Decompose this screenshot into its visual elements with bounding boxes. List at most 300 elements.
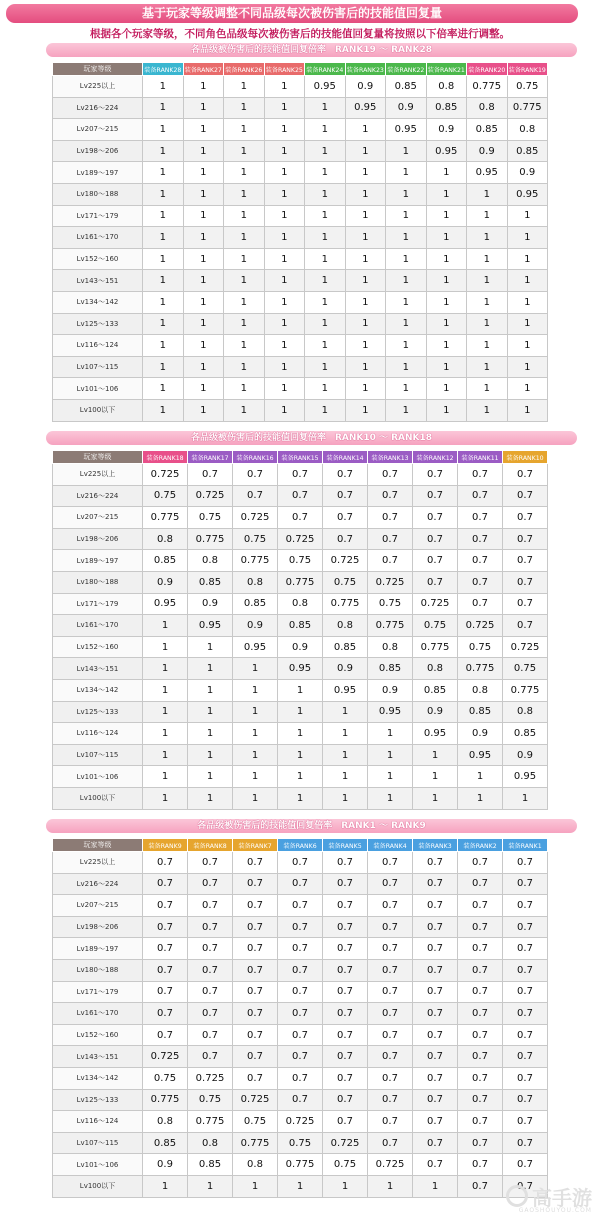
multiplier-cell: 1 <box>368 1175 413 1197</box>
multiplier-cell: 1 <box>183 313 224 335</box>
multiplier-cell: 1 <box>183 248 224 270</box>
multiplier-cell: 0.95 <box>188 615 233 637</box>
multiplier-cell: 1 <box>188 766 233 788</box>
multiplier-cell: 0.7 <box>458 873 503 895</box>
rank-column-header: 装备RANK10 <box>503 451 548 464</box>
multiplier-cell: 0.95 <box>368 701 413 723</box>
multiplier-cell: 1 <box>143 399 184 421</box>
level-cell: Lv143～151 <box>53 270 143 292</box>
table-header-row <box>53 63 548 76</box>
table-row <box>53 76 548 98</box>
multiplier-cell: 1 <box>507 313 548 335</box>
multiplier-cell: 0.95 <box>305 76 346 98</box>
multiplier-cell: 1 <box>143 248 184 270</box>
multiplier-cell: 1 <box>233 1175 278 1197</box>
multiplier-cell: 1 <box>323 723 368 745</box>
multiplier-cell: 0.7 <box>503 485 548 507</box>
multiplier-cell: 0.7 <box>368 1111 413 1133</box>
multiplier-cell: 1 <box>458 787 503 809</box>
level-cell: Lv171～179 <box>53 981 143 1003</box>
multiplier-cell: 1 <box>188 658 233 680</box>
multiplier-cell: 0.7 <box>503 938 548 960</box>
multiplier-cell: 1 <box>143 270 184 292</box>
multiplier-cell: 1 <box>345 227 386 249</box>
multiplier-cell: 0.7 <box>143 981 188 1003</box>
rank-column-header: 装备RANK21 <box>426 63 467 76</box>
table-row <box>53 593 548 615</box>
multiplier-cell: 0.7 <box>413 1132 458 1154</box>
level-cell: Lv189～197 <box>53 938 143 960</box>
multiplier-cell: 0.7 <box>368 938 413 960</box>
multiplier-cell: 0.85 <box>368 658 413 680</box>
multiplier-cell: 1 <box>278 1175 323 1197</box>
multiplier-cell: 0.95 <box>278 658 323 680</box>
multiplier-cell: 0.7 <box>413 873 458 895</box>
multiplier-cell: 0.9 <box>345 76 386 98</box>
multiplier-cell: 0.7 <box>143 959 188 981</box>
multiplier-cell: 0.7 <box>458 852 503 874</box>
multiplier-cell: 0.75 <box>278 550 323 572</box>
multiplier-cell: 0.775 <box>188 1111 233 1133</box>
multiplier-cell: 0.7 <box>458 1175 503 1197</box>
multiplier-cell: 1 <box>305 378 346 400</box>
multiplier-cell: 1 <box>305 248 346 270</box>
level-cell: Lv225以上 <box>53 464 143 486</box>
multiplier-cell: 1 <box>507 335 548 357</box>
multiplier-cell: 0.775 <box>458 658 503 680</box>
multiplier-cell: 0.775 <box>143 507 188 529</box>
multiplier-cell: 0.9 <box>507 162 548 184</box>
multiplier-cell: 1 <box>264 162 305 184</box>
level-cell: Lv189～197 <box>53 550 143 572</box>
multiplier-cell: 0.8 <box>368 636 413 658</box>
table-row <box>53 507 548 529</box>
table-row <box>53 701 548 723</box>
multiplier-cell: 0.7 <box>503 1154 548 1176</box>
multiplier-cell: 0.7 <box>188 1003 233 1025</box>
rank-column-header: 装备RANK26 <box>224 63 265 76</box>
level-cell: Lv152～160 <box>53 636 143 658</box>
multiplier-cell: 1 <box>507 205 548 227</box>
multiplier-cell: 0.75 <box>323 571 368 593</box>
rank-column-header: 装备RANK11 <box>458 451 503 464</box>
multiplier-cell: 1 <box>183 97 224 119</box>
multiplier-cell: 0.7 <box>368 959 413 981</box>
multiplier-cell: 0.7 <box>188 959 233 981</box>
multiplier-cell: 1 <box>345 291 386 313</box>
multiplier-cell: 0.7 <box>503 1067 548 1089</box>
multiplier-cell: 0.75 <box>413 615 458 637</box>
multiplier-cell: 0.7 <box>413 507 458 529</box>
multiplier-cell: 0.95 <box>233 636 278 658</box>
table-row <box>53 550 548 572</box>
multiplier-cell: 1 <box>264 140 305 162</box>
multiplier-cell: 1 <box>143 76 184 98</box>
multiplier-cell: 0.7 <box>143 1024 188 1046</box>
level-cell: Lv100以下 <box>53 1175 143 1197</box>
multiplier-cell: 0.9 <box>233 615 278 637</box>
multiplier-cell: 0.7 <box>233 485 278 507</box>
multiplier-cell: 0.75 <box>507 76 548 98</box>
multiplier-cell: 0.8 <box>467 97 508 119</box>
table-row <box>53 938 548 960</box>
table-row <box>53 270 548 292</box>
level-cell: Lv171～179 <box>53 593 143 615</box>
multiplier-cell: 0.7 <box>458 916 503 938</box>
multiplier-cell: 0.7 <box>458 895 503 917</box>
multiplier-cell: 1 <box>233 658 278 680</box>
multiplier-cell: 0.7 <box>368 507 413 529</box>
multiplier-cell: 0.7 <box>233 852 278 874</box>
multiplier-cell: 0.7 <box>233 1046 278 1068</box>
multiplier-cell: 0.7 <box>368 1046 413 1068</box>
multiplier-cell: 1 <box>264 313 305 335</box>
table-row <box>53 981 548 1003</box>
multiplier-cell: 0.75 <box>143 1067 188 1089</box>
rank-column-header: 装备RANK24 <box>305 63 346 76</box>
table-row <box>53 97 548 119</box>
multiplier-cell: 1 <box>143 615 188 637</box>
rank-column-header: 装备RANK8 <box>188 839 233 852</box>
multiplier-cell: 0.8 <box>143 528 188 550</box>
multiplier-cell: 0.9 <box>188 593 233 615</box>
table-row <box>53 916 548 938</box>
table-header-row <box>53 839 548 852</box>
multiplier-cell: 0.775 <box>507 97 548 119</box>
multiplier-cell: 1 <box>345 140 386 162</box>
multiplier-cell: 1 <box>426 227 467 249</box>
multiplier-cell: 0.7 <box>188 981 233 1003</box>
multiplier-cell: 1 <box>233 787 278 809</box>
level-cell: Lv107～115 <box>53 1132 143 1154</box>
multiplier-cell: 0.7 <box>143 873 188 895</box>
level-cell: Lv198～206 <box>53 916 143 938</box>
multiplier-cell: 0.7 <box>503 1024 548 1046</box>
multiplier-cell: 1 <box>386 270 427 292</box>
multiplier-cell: 1 <box>143 679 188 701</box>
multiplier-cell: 0.9 <box>386 97 427 119</box>
multiplier-cell: 1 <box>413 1175 458 1197</box>
multiplier-cell: 1 <box>233 701 278 723</box>
table-row <box>53 464 548 486</box>
multiplier-cell: 0.7 <box>233 938 278 960</box>
level-cell: Lv152～160 <box>53 1024 143 1046</box>
multiplier-cell: 1 <box>264 399 305 421</box>
multiplier-cell: 1 <box>413 744 458 766</box>
table-row <box>53 1111 548 1133</box>
multiplier-cell: 1 <box>467 335 508 357</box>
multiplier-cell: 1 <box>368 787 413 809</box>
multiplier-cell: 1 <box>386 140 427 162</box>
multiplier-cell: 0.775 <box>233 1132 278 1154</box>
multiplier-cell: 1 <box>305 205 346 227</box>
multiplier-cell: 1 <box>143 119 184 141</box>
multiplier-cell: 0.7 <box>368 873 413 895</box>
multiplier-cell: 1 <box>183 162 224 184</box>
table-row <box>53 658 548 680</box>
multiplier-cell: 1 <box>224 313 265 335</box>
multiplier-cell: 1 <box>467 378 508 400</box>
multiplier-cell: 0.7 <box>368 852 413 874</box>
multiplier-cell: 0.7 <box>368 981 413 1003</box>
level-cell: Lv107～115 <box>53 356 143 378</box>
multiplier-cell: 0.725 <box>278 1111 323 1133</box>
multiplier-cell: 0.7 <box>458 1067 503 1089</box>
table-row <box>53 744 548 766</box>
multiplier-cell: 1 <box>345 270 386 292</box>
level-cell: Lv171～179 <box>53 205 143 227</box>
multiplier-cell: 0.725 <box>233 507 278 529</box>
multiplier-cell: 0.8 <box>143 1111 188 1133</box>
multiplier-cell: 1 <box>305 97 346 119</box>
multiplier-cell: 1 <box>183 399 224 421</box>
table-row <box>53 227 548 249</box>
table-row <box>53 571 548 593</box>
multiplier-cell: 0.7 <box>413 1024 458 1046</box>
multiplier-cell: 0.725 <box>458 615 503 637</box>
multiplier-cell: 1 <box>323 766 368 788</box>
multiplier-cell: 0.9 <box>278 636 323 658</box>
multiplier-cell: 0.775 <box>278 571 323 593</box>
multiplier-cell: 0.7 <box>503 1175 548 1197</box>
multiplier-cell: 0.7 <box>503 550 548 572</box>
multiplier-cell: 1 <box>143 140 184 162</box>
multiplier-cell: 1 <box>188 636 233 658</box>
table-row <box>53 399 548 421</box>
watermark-brand: 高手游 <box>532 1185 592 1210</box>
multiplier-cell: 0.7 <box>233 873 278 895</box>
level-cell: Lv116～124 <box>53 1111 143 1133</box>
multiplier-cell: 0.7 <box>413 571 458 593</box>
rank-column-header: 装备RANK19 <box>507 63 548 76</box>
multiplier-cell: 0.75 <box>323 1154 368 1176</box>
level-cell: Lv107～115 <box>53 744 143 766</box>
multiplier-cell: 0.7 <box>323 1111 368 1133</box>
multiplier-cell: 0.95 <box>143 593 188 615</box>
multiplier-cell: 1 <box>143 97 184 119</box>
multiplier-cell: 1 <box>345 119 386 141</box>
multiplier-cell: 1 <box>224 291 265 313</box>
level-cell: Lv216～224 <box>53 485 143 507</box>
multiplier-cell: 1 <box>183 356 224 378</box>
rank-column-header: 装备RANK16 <box>233 451 278 464</box>
multiplier-cell: 0.7 <box>413 528 458 550</box>
table-row <box>53 723 548 745</box>
multiplier-cell: 1 <box>386 335 427 357</box>
multiplier-cell: 0.7 <box>278 1046 323 1068</box>
multiplier-cell: 0.7 <box>188 916 233 938</box>
table-row <box>53 1089 548 1111</box>
multiplier-cell: 0.7 <box>368 485 413 507</box>
multiplier-cell: 0.7 <box>188 1024 233 1046</box>
multiplier-cell: 0.8 <box>458 679 503 701</box>
level-cell: Lv216～224 <box>53 873 143 895</box>
multiplier-cell: 0.7 <box>368 464 413 486</box>
multiplier-cell: 0.7 <box>233 1024 278 1046</box>
level-cell: Lv180～188 <box>53 571 143 593</box>
multiplier-cell: 1 <box>507 399 548 421</box>
multiplier-cell: 0.7 <box>143 1003 188 1025</box>
multiplier-cell: 0.8 <box>413 658 458 680</box>
multiplier-cell: 1 <box>143 723 188 745</box>
level-cell: Lv100以下 <box>53 787 143 809</box>
multiplier-cell: 0.7 <box>278 1024 323 1046</box>
multiplier-cell: 0.725 <box>143 1046 188 1068</box>
multiplier-cell: 1 <box>345 313 386 335</box>
multiplier-cell: 1 <box>305 356 346 378</box>
multiplier-cell: 0.7 <box>503 916 548 938</box>
multiplier-cell: 1 <box>426 183 467 205</box>
multiplier-cell: 1 <box>233 723 278 745</box>
multiplier-cell: 1 <box>224 183 265 205</box>
rank-column-header: 装备RANK3 <box>413 839 458 852</box>
multiplier-cell: 0.725 <box>143 464 188 486</box>
multiplier-cell: 1 <box>183 140 224 162</box>
level-cell: Lv143～151 <box>53 1046 143 1068</box>
multiplier-cell: 1 <box>183 227 224 249</box>
multiplier-cell: 1 <box>233 766 278 788</box>
multiplier-cell: 0.7 <box>233 1003 278 1025</box>
multiplier-cell: 0.95 <box>458 744 503 766</box>
multiplier-cell: 0.7 <box>368 528 413 550</box>
multiplier-cell: 1 <box>323 701 368 723</box>
multiplier-cell: 1 <box>143 636 188 658</box>
multiplier-cell: 0.775 <box>278 1154 323 1176</box>
multiplier-cell: 1 <box>278 766 323 788</box>
level-cell: Lv225以上 <box>53 76 143 98</box>
multiplier-cell: 0.775 <box>188 528 233 550</box>
level-cell: Lv161～170 <box>53 227 143 249</box>
multiplier-cell: 1 <box>264 356 305 378</box>
rank-column-header: 装备RANK4 <box>368 839 413 852</box>
multiplier-cell: 1 <box>503 787 548 809</box>
multiplier-cell: 1 <box>143 356 184 378</box>
multiplier-cell: 0.7 <box>323 959 368 981</box>
multiplier-cell: 0.7 <box>413 550 458 572</box>
multiplier-cell: 1 <box>467 183 508 205</box>
page-subtitle: 根据各个玩家等级，不同角色品级每次被伤害后的技能值回复量将按照以下倍率进行调整。 <box>90 28 510 40</box>
multiplier-cell: 1 <box>305 119 346 141</box>
level-cell: Lv125～133 <box>53 1089 143 1111</box>
multiplier-cell: 1 <box>345 248 386 270</box>
multiplier-cell: 0.95 <box>426 140 467 162</box>
rank-column-header: 装备RANK22 <box>386 63 427 76</box>
multiplier-cell: 0.7 <box>278 959 323 981</box>
multiplier-cell: 0.7 <box>368 1024 413 1046</box>
multiplier-cell: 1 <box>183 205 224 227</box>
multiplier-cell: 0.7 <box>458 593 503 615</box>
table-row <box>53 679 548 701</box>
multiplier-cell: 0.7 <box>503 1111 548 1133</box>
multiplier-cell: 0.775 <box>503 679 548 701</box>
multiplier-cell: 0.7 <box>458 959 503 981</box>
level-cell: Lv143～151 <box>53 658 143 680</box>
multiplier-cell: 0.7 <box>503 981 548 1003</box>
multiplier-cell: 0.85 <box>386 76 427 98</box>
multiplier-cell: 0.7 <box>503 1003 548 1025</box>
multiplier-cell: 1 <box>386 227 427 249</box>
level-cell: Lv207～215 <box>53 507 143 529</box>
multiplier-cell: 1 <box>305 227 346 249</box>
multiplier-cell: 0.7 <box>503 593 548 615</box>
multiplier-cell: 1 <box>386 205 427 227</box>
multiplier-cell: 1 <box>264 270 305 292</box>
multiplier-cell: 1 <box>264 227 305 249</box>
rank-column-header: 装备RANK28 <box>143 63 184 76</box>
rank-column-header: 装备RANK15 <box>278 451 323 464</box>
multiplier-cell: 1 <box>345 399 386 421</box>
multiplier-cell: 0.7 <box>323 873 368 895</box>
multiplier-cell: 0.8 <box>188 1132 233 1154</box>
multiplier-cell: 1 <box>264 97 305 119</box>
multiplier-cell: 0.7 <box>458 1024 503 1046</box>
multiplier-cell: 0.7 <box>188 938 233 960</box>
multiplier-cell: 0.85 <box>143 550 188 572</box>
multiplier-cell: 0.725 <box>503 636 548 658</box>
multiplier-cell: 1 <box>386 183 427 205</box>
rank-column-header: 装备RANK17 <box>188 451 233 464</box>
multiplier-cell: 1 <box>467 356 508 378</box>
multiplier-cell: 0.7 <box>413 981 458 1003</box>
multiplier-cell: 0.7 <box>413 464 458 486</box>
multiplier-cell: 1 <box>264 205 305 227</box>
multiplier-cell: 0.9 <box>503 744 548 766</box>
multiplier-cell: 1 <box>224 97 265 119</box>
multiplier-cell: 0.7 <box>503 464 548 486</box>
table-header-row <box>53 451 548 464</box>
multiplier-cell: 1 <box>386 378 427 400</box>
multiplier-cell: 1 <box>224 227 265 249</box>
multiplier-cell: 0.7 <box>278 873 323 895</box>
multiplier-cell: 1 <box>305 162 346 184</box>
table-row <box>53 1132 548 1154</box>
multiplier-cell: 0.7 <box>233 916 278 938</box>
multiplier-cell: 1 <box>224 270 265 292</box>
table-row <box>53 1046 548 1068</box>
multiplier-cell: 0.7 <box>413 852 458 874</box>
table-row <box>53 248 548 270</box>
multiplier-cell: 0.7 <box>413 1067 458 1089</box>
multiplier-cell: 0.75 <box>233 1111 278 1133</box>
multiplier-cell: 0.7 <box>503 873 548 895</box>
multiplier-cell: 1 <box>224 205 265 227</box>
multiplier-cell: 1 <box>224 356 265 378</box>
level-cell: Lv198～206 <box>53 528 143 550</box>
multiplier-cell: 1 <box>278 701 323 723</box>
level-cell: Lv125～133 <box>53 313 143 335</box>
table-row <box>53 205 548 227</box>
multiplier-cell: 0.9 <box>426 119 467 141</box>
multiplier-cell: 0.7 <box>233 959 278 981</box>
multiplier-cell: 0.8 <box>233 1154 278 1176</box>
multiplier-cell: 1 <box>507 270 548 292</box>
multiplier-cell: 0.7 <box>323 528 368 550</box>
multiplier-cell: 0.7 <box>503 507 548 529</box>
rank-column-header: 装备RANK25 <box>264 63 305 76</box>
multiplier-cell: 0.725 <box>323 550 368 572</box>
multiplier-cell: 0.7 <box>413 1089 458 1111</box>
table-row <box>53 1003 548 1025</box>
multiplier-cell: 0.7 <box>323 916 368 938</box>
multiplier-cell: 1 <box>467 399 508 421</box>
multiplier-cell: 1 <box>188 787 233 809</box>
table-row <box>53 119 548 141</box>
multiplier-cell: 1 <box>224 335 265 357</box>
table-row <box>53 1154 548 1176</box>
multiplier-cell: 1 <box>323 1175 368 1197</box>
multiplier-cell: 0.775 <box>413 636 458 658</box>
level-column-header: 玩家等级 <box>53 451 143 464</box>
